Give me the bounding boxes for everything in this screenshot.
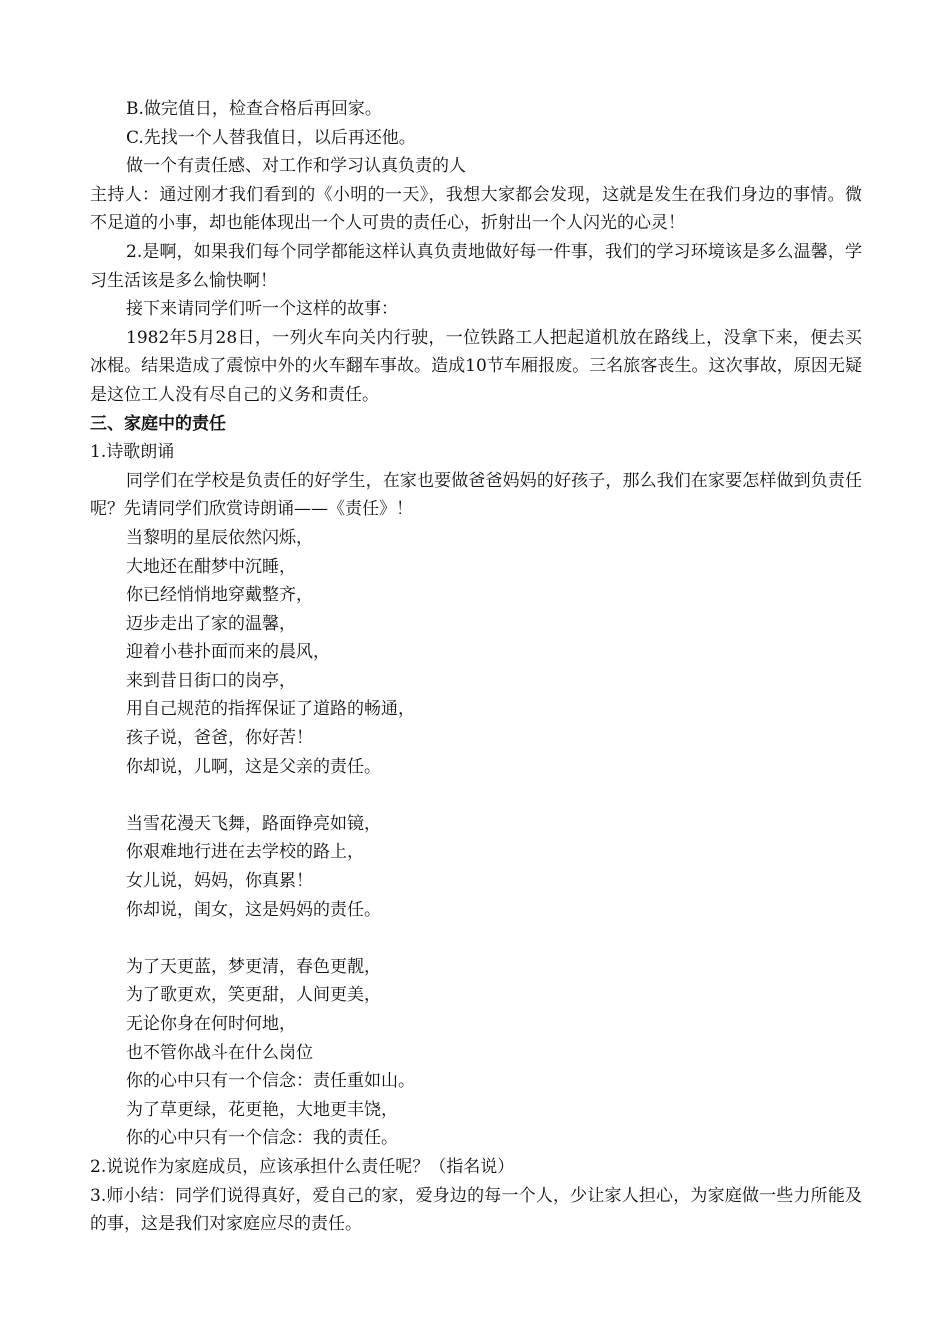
poem-line: 你已经悄悄地穿戴整齐， [126, 585, 313, 606]
poem-stanza-3 [90, 953, 862, 1153]
poem-line: 你却说，儿啊，这是父亲的责任。 [126, 756, 381, 777]
poem-line: 为了天更蓝，梦更清，春色更靓， [126, 956, 381, 977]
point-2-paragraph: 2.是啊，如果我们每个同学都能这样认真负责地做好每一件事，我们的学习环境该是多么温馨，学习生活该是多么愉快啊！ [90, 241, 862, 291]
teacher-summary-paragraph: 3.师小结：同学们说得真好，爱自己的家，爱身边的每一个人，少让家人担心，为家庭做一些力所能及的事，这是我们对家庭应尽的责任。 [90, 1185, 862, 1235]
poem-line: 来到昔日街口的岗亭， [126, 670, 296, 691]
subheading-family-duty-question: 2.说说作为家庭成员，应该承担什么责任呢？（指名说） [90, 1156, 515, 1177]
poem-stanza-1 [90, 524, 862, 781]
stanza-gap [90, 924, 862, 953]
poem-line: 大地还在酣梦中沉睡， [126, 556, 296, 577]
subheading-poem-recital: 1.诗歌朗诵 [90, 442, 175, 463]
poem-line: 当黎明的星辰依然闪烁， [126, 527, 313, 548]
poem-line: 为了草更绿，花更艳，大地更丰饶， [126, 1099, 398, 1120]
poem-line: 你却说，闺女，这是妈妈的责任。 [126, 899, 381, 920]
poem-stanza-2 [90, 810, 862, 924]
poem-line: 孩子说，爸爸，你好苦！ [126, 728, 313, 749]
document-page [90, 95, 862, 1239]
section-heading-family-responsibility: 三、家庭中的责任 [90, 413, 226, 434]
poem-line: 女儿说，妈妈，你真累！ [126, 871, 313, 892]
poem-line: 你的心中只有一个信念：我的责任。 [126, 1128, 398, 1149]
poem-line: 你艰难地行进在去学校的路上， [126, 842, 364, 863]
story-paragraph: 1982年5月28日，一列火车向关内行驶，一位铁路工人把起道机放在路线上，没拿下来，便去买冰棍。结果造成了震惊中外的火车翻车事故。造成10节车厢报废。三名旅客丧生。这次事故，原因无疑是这位工人没有尽自己的义务和责任。 [90, 327, 862, 405]
host-paragraph: 主持人：通过刚才我们看到的《小明的一天》，我想大家都会发现，这就是发生在我们身边的事情。微不足道的小事，却也能体现出一个人可贵的责任心，折射出一个人闪光的心灵！ [90, 184, 862, 234]
poem-line: 迎着小巷扑面而来的晨风， [126, 642, 330, 663]
poem-line: 迈步走出了家的温馨， [126, 613, 296, 634]
poem-line: 你的心中只有一个信念：责任重如山。 [126, 1071, 415, 1092]
poem-line: 也不管你战斗在什么岗位 [126, 1042, 313, 1063]
story-intro-line: 接下来请同学们听一个这样的故事： [126, 299, 398, 320]
poem-line: 当雪花漫天飞舞，路面铮亮如镜， [126, 813, 381, 834]
poem-line: 无论你身在何时何地， [126, 1014, 296, 1034]
poem-line: 用自己规范的指挥保证了道路的畅通， [126, 699, 415, 720]
stanza-gap [90, 781, 862, 810]
option-b-line: B.做完值日，检查合格后再回家。 [126, 99, 382, 119]
poem-intro-paragraph: 同学们在学校是负责任的好学生，在家也要做爸爸妈妈的好孩子，那么我们在家要怎样做到负责任呢？先请同学们欣赏诗朗诵——《责任》！ [90, 470, 862, 520]
responsible-person-line: 做一个有责任感、对工作和学习认真负责的人 [126, 156, 466, 177]
poem-line: 为了歌更欢，笑更甜，人间更美， [126, 985, 381, 1006]
option-c-line: C.先找一个人替我值日，以后再还他。 [126, 127, 416, 148]
